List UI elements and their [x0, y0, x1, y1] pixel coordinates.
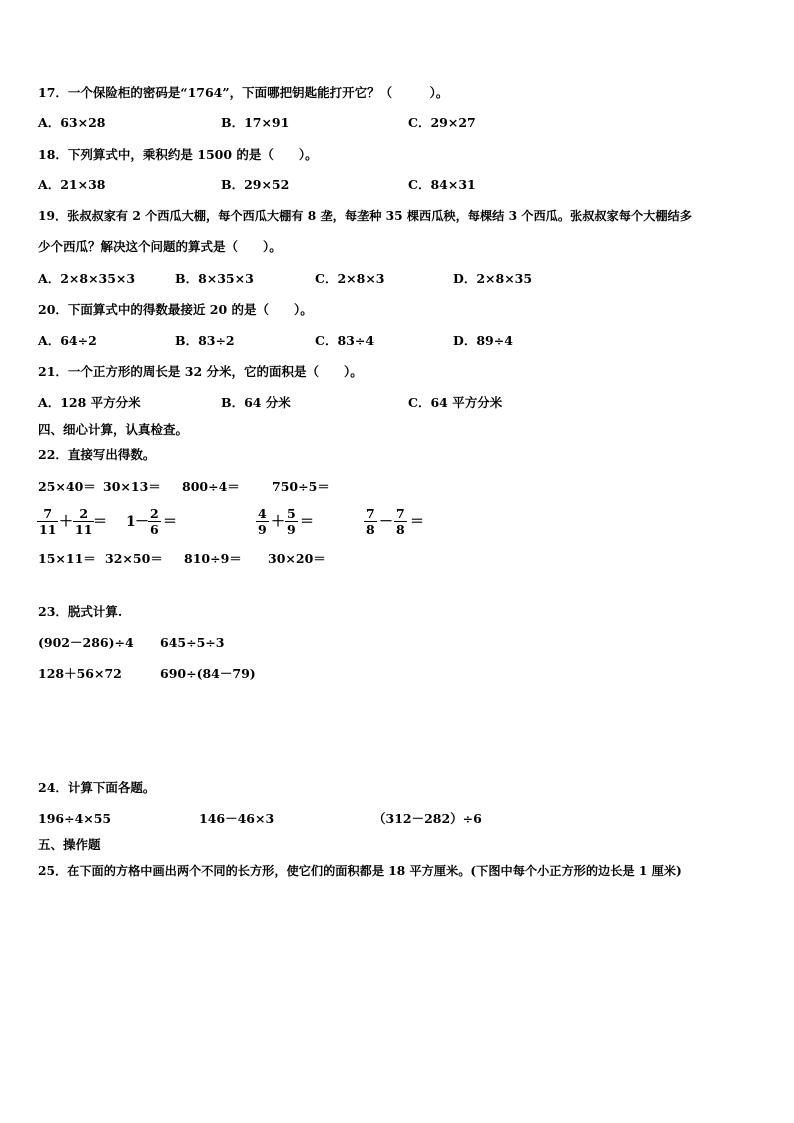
equals-sign: ＝ — [410, 514, 424, 530]
fraction-4-9 — [256, 506, 269, 537]
minus-sign: － — [135, 514, 149, 530]
numerator: 5 — [287, 506, 296, 521]
question-24-stem: 24．计算下面各题。 — [38, 780, 156, 795]
q21-option-a: A．128 平方分米 — [38, 395, 141, 410]
denominator: 8 — [366, 522, 375, 537]
q22-row3-item-2: 32×50＝ — [105, 551, 163, 566]
equals-sign: ＝ — [163, 514, 177, 530]
numerator: 7 — [366, 506, 375, 521]
denominator: 9 — [287, 522, 296, 537]
q22-row3-item-1: 15×11＝ — [38, 551, 96, 566]
question-18-stem: 18．下列算式中，乘积约是 1500 的是（ ）。 — [38, 147, 318, 162]
minus-sign: － — [379, 514, 393, 530]
q23-item-2: 645÷5÷3 — [160, 635, 225, 650]
fraction-5-9 — [285, 506, 298, 537]
denominator: 11 — [75, 522, 93, 537]
whole-number: 1 — [126, 514, 136, 530]
denominator: 11 — [39, 522, 57, 537]
fraction-7-8-a — [364, 506, 377, 537]
q21-option-b: B．64 分米 — [221, 395, 291, 410]
q24-item-1: 196÷4×55 — [38, 811, 112, 826]
q22-row1-item-2: 30×13＝ — [103, 479, 161, 494]
section-4-title: 四、细心计算，认真检查。 — [38, 422, 189, 437]
question-17-stem: 17．一个保险柜的密码是“1764”，下面哪把钥匙能打开它？（ ）。 — [38, 85, 449, 100]
q20-option-a: A．64÷2 — [38, 333, 97, 348]
question-21-stem: 21．一个正方形的周长是 32 分米，它的面积是（ ）。 — [38, 364, 363, 379]
question-19-stem-line1: 19．张叔叔家有 2 个西瓜大棚，每个西瓜大棚有 8 垄，每垄种 35 棵西瓜秧，每棵结 3 个西瓜。张叔叔家每个大棚结多 — [38, 209, 692, 223]
q20-option-b: B．83÷2 — [175, 333, 235, 348]
q18-option-b: B．29×52 — [221, 177, 290, 192]
q17-option-c: C．29×27 — [408, 115, 476, 130]
q23-item-1: (902－286)÷4 — [38, 635, 134, 650]
fraction-2-11 — [73, 506, 94, 537]
question-20-stem: 20．下面算式中的得数最接近 20 的是（ ）。 — [38, 302, 313, 317]
q22-row1-item-3: 800÷4＝ — [182, 479, 240, 494]
q21-option-c: C．64 平方分米 — [408, 395, 503, 410]
q19-option-c: C．2×8×3 — [315, 271, 385, 286]
section-5-title: 五、操作题 — [38, 837, 101, 852]
denominator: 6 — [150, 522, 159, 537]
question-25-stem: 25．在下面的方格中画出两个不同的长方形，使它们的面积都是 18 平方厘米。(下图中每个小正方形的边长是 1 厘米) — [38, 864, 682, 878]
numerator: 2 — [150, 506, 159, 521]
q17-option-b: B．17×91 — [221, 115, 290, 130]
equals-sign: ＝ — [300, 514, 314, 530]
q19-option-a: A．2×8×35×3 — [38, 271, 136, 286]
question-22-stem: 22．直接写出得数。 — [38, 447, 156, 462]
denominator: 8 — [396, 522, 405, 537]
fraction-2-6 — [148, 506, 161, 537]
q22-row1-item-1: 25×40＝ — [38, 479, 96, 494]
q24-item-3: （312－282）÷6 — [373, 811, 482, 826]
q17-option-a: A．63×28 — [38, 115, 106, 130]
q24-item-2: 146－46×3 — [199, 811, 275, 826]
q23-item-3: 128＋56×72 — [38, 666, 122, 681]
question-23-stem: 23．脱式计算. — [38, 604, 123, 619]
q22-row3-item-4: 30×20＝ — [268, 551, 326, 566]
denominator: 9 — [258, 522, 267, 537]
numerator: 7 — [396, 506, 405, 521]
q22-row3-item-3: 810÷9＝ — [184, 551, 242, 566]
q23-item-4: 690÷(84－79) — [160, 666, 256, 681]
numerator: 2 — [73, 506, 94, 522]
q18-option-a: A．21×38 — [38, 177, 106, 192]
fraction-7-8-b — [394, 506, 407, 537]
equals-sign: ＝ — [93, 514, 107, 530]
q19-option-d: D．2×8×35 — [453, 271, 533, 286]
q18-option-c: C．84×31 — [408, 177, 476, 192]
question-19-stem-line2: 少个西瓜？解决这个问题的算式是（ ）。 — [38, 239, 282, 254]
q22-row1-item-4: 750÷5＝ — [272, 479, 330, 494]
numerator: 7 — [37, 506, 58, 522]
numerator: 4 — [258, 506, 267, 521]
q20-option-c: C．83÷4 — [315, 333, 375, 348]
plus-sign: ＋ — [271, 514, 285, 530]
q20-option-d: D．89÷4 — [453, 333, 513, 348]
fraction-7-11 — [37, 506, 58, 537]
plus-sign: ＋ — [59, 514, 73, 530]
q19-option-b: B．8×35×3 — [175, 271, 254, 286]
